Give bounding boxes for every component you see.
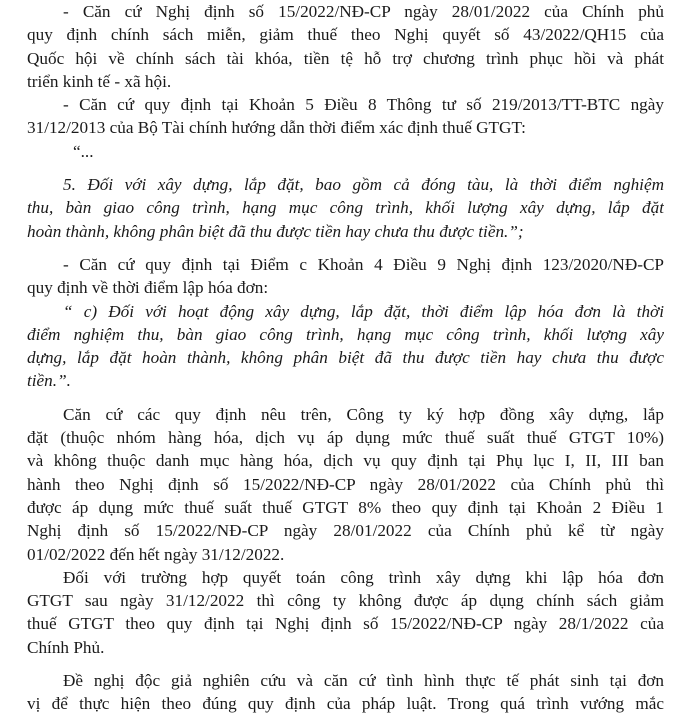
text-line: được áp dụng mức thuế suất thuế GTGT 8% theo quy định tại Khoản 2 Điều 1: [27, 497, 664, 517]
text-line: quy định về thời điểm lập hóa đơn:: [27, 278, 269, 298]
text-line: “...: [73, 141, 94, 161]
paragraph-gap: [27, 393, 664, 403]
text-line: - Căn cứ quy định tại Điểm c Khoản 4 Điều 9 Nghị định 123/2020/NĐ-CP: [63, 254, 664, 274]
text-line: dựng, lắp đặt hoàn thành, không phân biệt đã thu được tiền hay chưa thu được: [27, 348, 664, 368]
text-line: 01/02/2022 đến hết ngày 31/12/2022.: [27, 544, 285, 564]
text-line: - Căn cứ Nghị định số 15/2022/NĐ-CP ngày 28/01/2022 của Chính phủ: [63, 2, 664, 21]
text-line: 31/12/2013 của Bộ Tài chính hướng dẫn thời điểm xác định thuế GTGT:: [27, 118, 526, 138]
text-line: hoàn thành, không phân biệt đã thu được tiền hay chưa thu được tiền.”;: [27, 221, 524, 241]
text-line: đặt (thuộc nhóm hàng hóa, dịch vụ áp dụng mức thuế suất thuế GTGT 10%): [27, 428, 664, 448]
text-line: điểm nghiệm thu, bàn giao công trình, hạng mục công trình, khối lượng xây: [27, 324, 664, 344]
text-line: Quốc hội về chính sách tài khóa, tiền tệ hỗ trợ chương trình phục hồi và phát: [27, 48, 664, 68]
text-line: vị để thực hiện theo đúng quy định của pháp luật. Trong quá trình vướng mắc: [27, 694, 664, 714]
text-line: Đề nghị độc giả nghiên cứu và căn cứ tình hình thực tế phát sinh tại đơn: [63, 671, 664, 691]
text-line: - Căn cứ quy định tại Khoản 5 Điều 8 Thông tư số 219/2013/TT-BTC ngày: [63, 95, 664, 115]
paragraph: [27, 403, 664, 566]
text-line: hành theo Nghị định số 15/2022/NĐ-CP ngày 28/01/2022 của Chính phủ thì: [27, 474, 664, 494]
text-line: thuế GTGT theo quy định tại Nghị định số 15/2022/NĐ-CP ngày 28/1/2022 của: [27, 614, 664, 634]
text-line: Nghị định số 15/2022/NĐ-CP ngày 28/01/2022 của Chính phủ kể từ ngày: [27, 521, 664, 541]
paragraph-gap: [27, 243, 664, 253]
text-line: tiền.”.: [27, 371, 71, 391]
text-line: quy định chính sách miễn, giảm thuế theo Nghị quyết số 43/2022/QH15 của: [27, 25, 664, 45]
text-line: thu, bàn giao công trình, hạng mục công trình, khối lượng xây dựng, lắp đặt: [27, 198, 664, 218]
paragraph-gap: [27, 659, 664, 669]
document-body: [27, 0, 664, 716]
quoted-paragraph: [27, 300, 664, 393]
text-line: triển kinh tế - xã hội.: [27, 71, 172, 91]
paragraph: [27, 566, 664, 659]
paragraph: [27, 93, 664, 163]
paragraph: [27, 0, 664, 93]
text-line: 5. Đối với xây dựng, lắp đặt, bao gồm cả đóng tàu, là thời điểm nghiệm: [63, 175, 664, 195]
text-line: GTGT sau ngày 31/12/2022 thì công ty không được áp dụng chính sách giảm: [27, 591, 664, 611]
text-line: “ c) Đối với hoạt động xây dựng, lắp đặt, thời điểm lập hóa đơn là thời: [63, 301, 664, 321]
paragraph: [27, 669, 664, 716]
text-line: và không thuộc danh mục hàng hóa, dịch vụ quy định tại Phụ lục I, II, III ban: [27, 451, 664, 471]
text-line: Chính Phủ.: [27, 637, 105, 657]
paragraph-gap: [27, 163, 664, 173]
quoted-paragraph: [27, 173, 664, 243]
paragraph: [27, 253, 664, 300]
text-line: Căn cứ các quy định nêu trên, Công ty ký hợp đồng xây dựng, lắp: [63, 404, 664, 424]
text-line: Đối với trường hợp quyết toán công trình xây dựng khi lập hóa đơn: [63, 567, 664, 587]
